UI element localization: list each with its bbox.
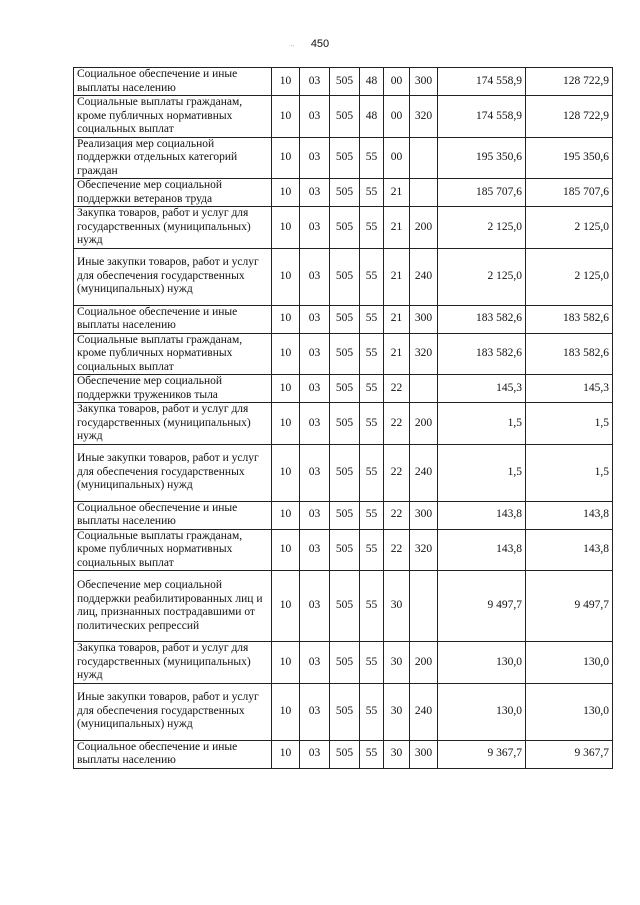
program-code: 505 xyxy=(330,305,360,333)
amount-2: 128 722,9 xyxy=(526,68,613,96)
subprogram-code: 55 xyxy=(360,683,384,740)
subprogram-code: 55 xyxy=(360,642,384,684)
expense-type-code xyxy=(410,375,438,403)
subsection-code: 03 xyxy=(300,68,330,96)
expense-type-code xyxy=(410,179,438,207)
row-name: Реализация мер социальной поддержки отдельных категорий граждан xyxy=(74,137,272,179)
expense-type-code: 300 xyxy=(410,305,438,333)
direction-code: 22 xyxy=(384,501,410,529)
amount-1: 145,3 xyxy=(438,375,526,403)
section-code: 10 xyxy=(272,333,300,375)
program-code: 505 xyxy=(330,529,360,571)
scan-mark: ·-‹ xyxy=(289,44,294,49)
section-code: 10 xyxy=(272,248,300,305)
amount-2: 1,5 xyxy=(526,444,613,501)
table-row xyxy=(74,137,613,179)
table-row xyxy=(74,501,613,529)
row-name: Обеспечение мер социальной поддержки реабилитированных лиц и лиц, признанных пострадавшими от политических репрессий xyxy=(74,571,272,642)
subprogram-code: 55 xyxy=(360,571,384,642)
program-code: 505 xyxy=(330,403,360,445)
section-code: 10 xyxy=(272,642,300,684)
amount-1: 183 582,6 xyxy=(438,305,526,333)
direction-code: 22 xyxy=(384,403,410,445)
subprogram-code: 55 xyxy=(360,529,384,571)
subsection-code: 03 xyxy=(300,740,330,768)
amount-2: 2 125,0 xyxy=(526,248,613,305)
subprogram-code: 48 xyxy=(360,68,384,96)
subprogram-code: 55 xyxy=(360,740,384,768)
table-row xyxy=(74,333,613,375)
amount-2: 143,8 xyxy=(526,501,613,529)
row-name: Закупка товаров, работ и услуг для государственных (муниципальных) нужд xyxy=(74,403,272,445)
direction-code: 21 xyxy=(384,179,410,207)
direction-code: 30 xyxy=(384,683,410,740)
expense-type-code: 200 xyxy=(410,207,438,249)
row-name: Иные закупки товаров, работ и услуг для обеспечения государственных (муниципальных) нужд xyxy=(74,683,272,740)
table-row xyxy=(74,179,613,207)
table-row xyxy=(74,248,613,305)
section-code: 10 xyxy=(272,96,300,138)
expense-type-code: 240 xyxy=(410,683,438,740)
expense-type-code: 320 xyxy=(410,96,438,138)
row-name: Социальное обеспечение и иные выплаты населению xyxy=(74,501,272,529)
subprogram-code: 55 xyxy=(360,179,384,207)
program-code: 505 xyxy=(330,571,360,642)
program-code: 505 xyxy=(330,501,360,529)
program-code: 505 xyxy=(330,248,360,305)
amount-1: 174 558,9 xyxy=(438,68,526,96)
section-code: 10 xyxy=(272,179,300,207)
amount-2: 195 350,6 xyxy=(526,137,613,179)
amount-2: 130,0 xyxy=(526,642,613,684)
amount-1: 130,0 xyxy=(438,642,526,684)
program-code: 505 xyxy=(330,740,360,768)
program-code: 505 xyxy=(330,683,360,740)
section-code: 10 xyxy=(272,137,300,179)
section-code: 10 xyxy=(272,68,300,96)
direction-code: 30 xyxy=(384,740,410,768)
row-name: Социальные выплаты гражданам, кроме публичных нормативных социальных выплат xyxy=(74,529,272,571)
section-code: 10 xyxy=(272,501,300,529)
table-row xyxy=(74,96,613,138)
amount-1: 183 582,6 xyxy=(438,333,526,375)
program-code: 505 xyxy=(330,68,360,96)
subprogram-code: 55 xyxy=(360,248,384,305)
page-number: 450 xyxy=(310,38,330,50)
amount-2: 145,3 xyxy=(526,375,613,403)
amount-1: 1,5 xyxy=(438,403,526,445)
amount-2: 128 722,9 xyxy=(526,96,613,138)
amount-1: 143,8 xyxy=(438,529,526,571)
amount-2: 143,8 xyxy=(526,529,613,571)
row-name: Социальное обеспечение и иные выплаты населению xyxy=(74,740,272,768)
direction-code: 00 xyxy=(384,96,410,138)
subsection-code: 03 xyxy=(300,403,330,445)
table-row xyxy=(74,403,613,445)
amount-2: 185 707,6 xyxy=(526,179,613,207)
table-row xyxy=(74,571,613,642)
expense-type-code xyxy=(410,137,438,179)
section-code: 10 xyxy=(272,403,300,445)
program-code: 505 xyxy=(330,179,360,207)
amount-1: 2 125,0 xyxy=(438,207,526,249)
subsection-code: 03 xyxy=(300,333,330,375)
row-name: Обеспечение мер социальной поддержки ветеранов труда xyxy=(74,179,272,207)
subsection-code: 03 xyxy=(300,642,330,684)
subsection-code: 03 xyxy=(300,375,330,403)
row-name: Иные закупки товаров, работ и услуг для обеспечения государственных (муниципальных) нужд xyxy=(74,444,272,501)
table-row xyxy=(74,207,613,249)
subprogram-code: 55 xyxy=(360,305,384,333)
subprogram-code: 55 xyxy=(360,207,384,249)
section-code: 10 xyxy=(272,740,300,768)
program-code: 505 xyxy=(330,207,360,249)
table-row xyxy=(74,642,613,684)
subsection-code: 03 xyxy=(300,305,330,333)
direction-code: 30 xyxy=(384,642,410,684)
row-name: Закупка товаров, работ и услуг для государственных (муниципальных) нужд xyxy=(74,207,272,249)
subsection-code: 03 xyxy=(300,683,330,740)
amount-1: 2 125,0 xyxy=(438,248,526,305)
subsection-code: 03 xyxy=(300,248,330,305)
row-name: Иные закупки товаров, работ и услуг для обеспечения государственных (муниципальных) нужд xyxy=(74,248,272,305)
amount-2: 183 582,6 xyxy=(526,305,613,333)
amount-2: 130,0 xyxy=(526,683,613,740)
subprogram-code: 55 xyxy=(360,375,384,403)
subsection-code: 03 xyxy=(300,571,330,642)
amount-1: 174 558,9 xyxy=(438,96,526,138)
expense-type-code: 300 xyxy=(410,501,438,529)
direction-code: 22 xyxy=(384,375,410,403)
table-row xyxy=(74,375,613,403)
amount-2: 9 367,7 xyxy=(526,740,613,768)
program-code: 505 xyxy=(330,333,360,375)
amount-1: 9 497,7 xyxy=(438,571,526,642)
expense-type-code: 300 xyxy=(410,68,438,96)
budget-table xyxy=(73,67,613,769)
section-code: 10 xyxy=(272,375,300,403)
subsection-code: 03 xyxy=(300,207,330,249)
direction-code: 30 xyxy=(384,571,410,642)
row-name: Обеспечение мер социальной поддержки тружеников тыла xyxy=(74,375,272,403)
expense-type-code: 200 xyxy=(410,642,438,684)
amount-2: 9 497,7 xyxy=(526,571,613,642)
row-name: Социальные выплаты гражданам, кроме публичных нормативных социальных выплат xyxy=(74,96,272,138)
program-code: 505 xyxy=(330,642,360,684)
direction-code: 21 xyxy=(384,207,410,249)
subsection-code: 03 xyxy=(300,444,330,501)
table-row xyxy=(74,529,613,571)
table-row xyxy=(74,683,613,740)
expense-type-code: 320 xyxy=(410,529,438,571)
subsection-code: 03 xyxy=(300,501,330,529)
subprogram-code: 55 xyxy=(360,501,384,529)
subsection-code: 03 xyxy=(300,137,330,179)
section-code: 10 xyxy=(272,305,300,333)
subprogram-code: 48 xyxy=(360,96,384,138)
subprogram-code: 55 xyxy=(360,403,384,445)
section-code: 10 xyxy=(272,444,300,501)
subprogram-code: 55 xyxy=(360,444,384,501)
table-row xyxy=(74,740,613,768)
subsection-code: 03 xyxy=(300,529,330,571)
direction-code: 00 xyxy=(384,137,410,179)
expense-type-code: 300 xyxy=(410,740,438,768)
row-name: Закупка товаров, работ и услуг для государственных (муниципальных) нужд xyxy=(74,642,272,684)
amount-1: 185 707,6 xyxy=(438,179,526,207)
amount-2: 2 125,0 xyxy=(526,207,613,249)
program-code: 505 xyxy=(330,137,360,179)
row-name: Социальное обеспечение и иные выплаты населению xyxy=(74,68,272,96)
amount-1: 195 350,6 xyxy=(438,137,526,179)
direction-code: 22 xyxy=(384,444,410,501)
table-row xyxy=(74,68,613,96)
program-code: 505 xyxy=(330,444,360,501)
table-row xyxy=(74,305,613,333)
expense-type-code xyxy=(410,571,438,642)
expense-type-code: 240 xyxy=(410,444,438,501)
amount-1: 1,5 xyxy=(438,444,526,501)
section-code: 10 xyxy=(272,207,300,249)
subsection-code: 03 xyxy=(300,179,330,207)
row-name: Социальные выплаты гражданам, кроме публичных нормативных социальных выплат xyxy=(74,333,272,375)
subprogram-code: 55 xyxy=(360,137,384,179)
amount-1: 9 367,7 xyxy=(438,740,526,768)
expense-type-code: 320 xyxy=(410,333,438,375)
expense-type-code: 240 xyxy=(410,248,438,305)
amount-1: 143,8 xyxy=(438,501,526,529)
direction-code: 00 xyxy=(384,68,410,96)
section-code: 10 xyxy=(272,571,300,642)
amount-2: 1,5 xyxy=(526,403,613,445)
subsection-code: 03 xyxy=(300,96,330,138)
table-row xyxy=(74,444,613,501)
row-name: Социальное обеспечение и иные выплаты населению xyxy=(74,305,272,333)
direction-code: 21 xyxy=(384,305,410,333)
direction-code: 22 xyxy=(384,529,410,571)
direction-code: 21 xyxy=(384,333,410,375)
amount-1: 130,0 xyxy=(438,683,526,740)
section-code: 10 xyxy=(272,683,300,740)
expense-type-code: 200 xyxy=(410,403,438,445)
amount-2: 183 582,6 xyxy=(526,333,613,375)
program-code: 505 xyxy=(330,96,360,138)
section-code: 10 xyxy=(272,529,300,571)
program-code: 505 xyxy=(330,375,360,403)
subprogram-code: 55 xyxy=(360,333,384,375)
direction-code: 21 xyxy=(384,248,410,305)
